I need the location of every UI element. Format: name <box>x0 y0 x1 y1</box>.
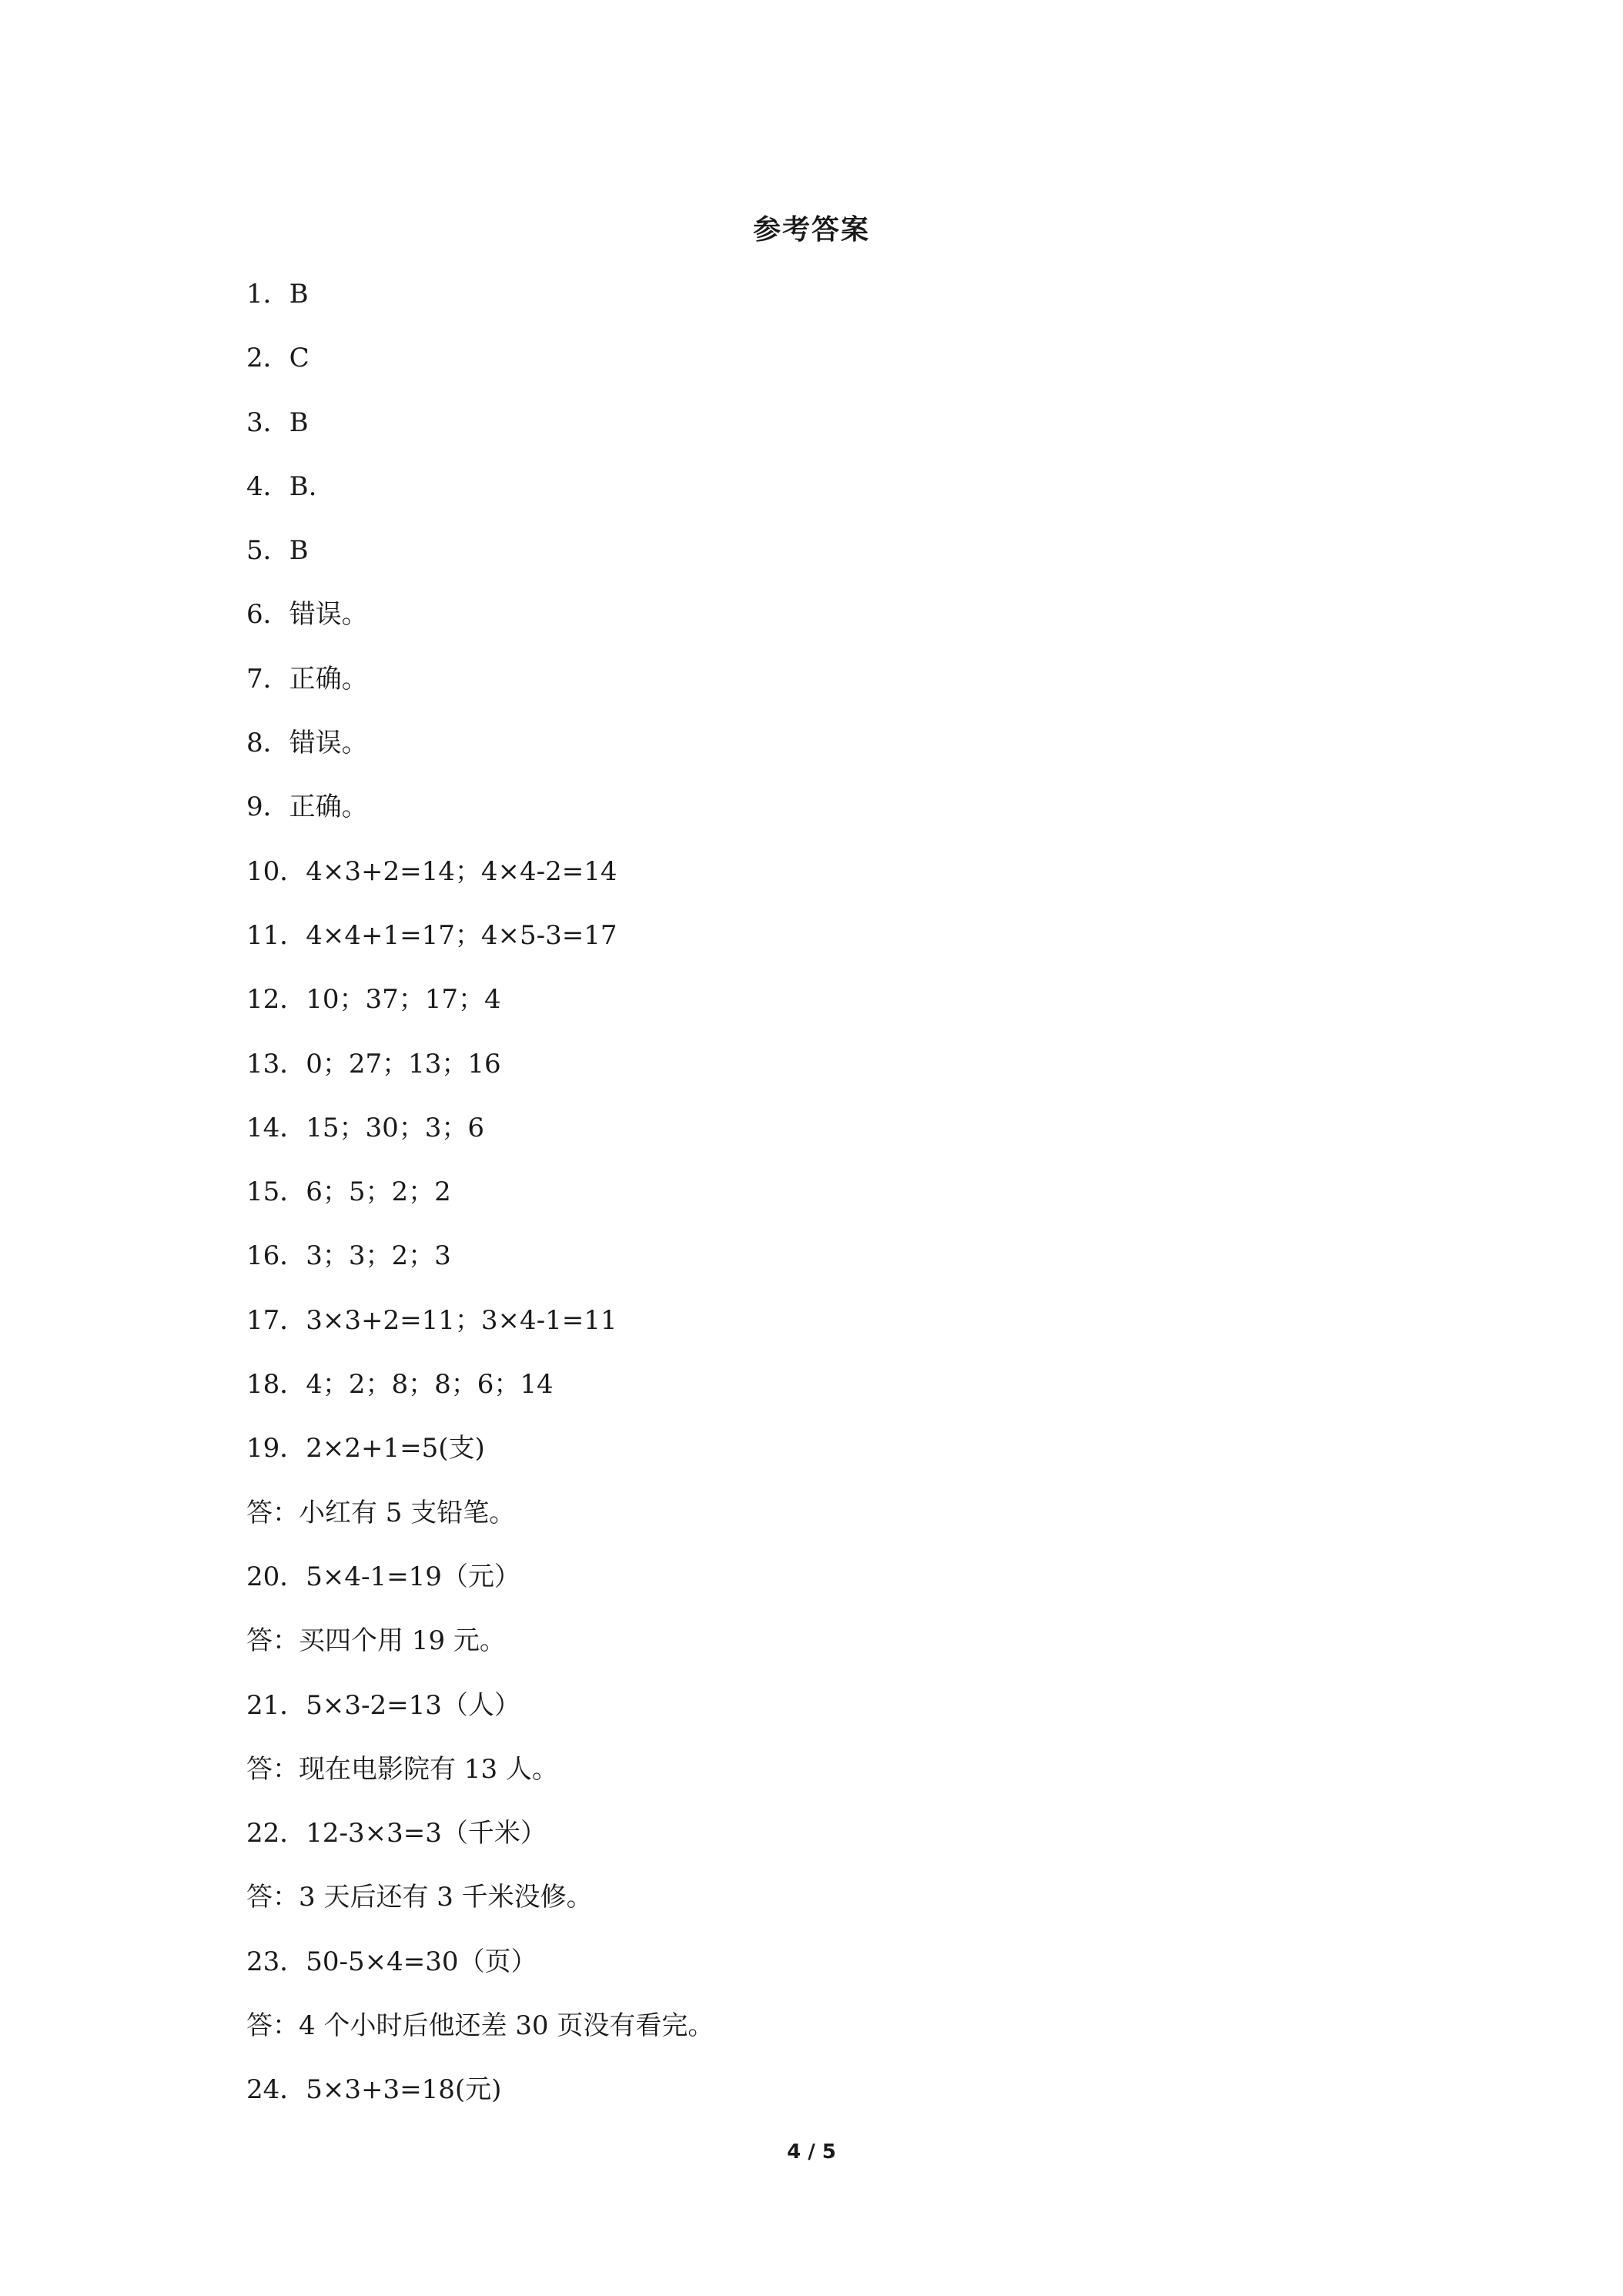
answer-line-1: 1．B <box>246 279 309 310</box>
answer-line-3: 3．B <box>246 407 309 438</box>
answer-list <box>246 276 714 2136</box>
answer-line-9: 9．正确。 <box>246 792 368 823</box>
answer-line-24: 24．5×3+3=18(元) <box>246 2074 502 2106</box>
answer-line-8: 8．错误。 <box>246 728 368 759</box>
answer-line-6: 6．错误。 <box>246 599 368 631</box>
answer-line-22-reply: 答：3 天后还有 3 千米没修。 <box>246 1882 593 1913</box>
answer-line-11: 11．4×4+1=17；4×5-3=17 <box>246 919 617 951</box>
answer-line-12: 12．10；37；17；4 <box>246 984 501 1016</box>
answer-line-23: 23．50-5×4=30（页） <box>246 1946 537 1977</box>
page-title: 参考答案 <box>752 213 870 246</box>
answer-line-19-reply: 答：小红有 5 支铅笔。 <box>246 1497 516 1528</box>
answer-line-4: 4．B. <box>246 470 317 502</box>
answer-line-20-reply: 答：买四个用 19 元。 <box>246 1625 506 1657</box>
answer-line-16: 16．3；3；2；3 <box>246 1240 451 1272</box>
answer-line-14: 14．15；30；3；6 <box>246 1112 485 1143</box>
page-number: 4 / 5 <box>787 2140 836 2164</box>
answer-line-17: 17．3×3+2=11；3×4-1=11 <box>246 1304 617 1336</box>
answer-line-19: 19．2×2+1=5(支) <box>246 1433 485 1464</box>
answer-line-21-reply: 答：现在电影院有 13 人。 <box>246 1753 558 1785</box>
answer-line-15: 15．6；5；2；2 <box>246 1176 451 1208</box>
answer-line-10: 10．4×3+2=14；4×4-2=14 <box>246 855 617 887</box>
answer-line-23-reply: 答：4 个小时后他还差 30 页没有看完。 <box>246 2010 714 2042</box>
answer-line-20: 20．5×4-1=19（元） <box>246 1561 520 1592</box>
answer-line-18: 18．4；2；8；8；6；14 <box>246 1369 554 1401</box>
answer-line-7: 7．正确。 <box>246 663 368 694</box>
answer-line-2: 2．C <box>246 343 310 374</box>
answer-line-5: 5．B <box>246 535 309 567</box>
answer-line-13: 13．0；27；13；16 <box>246 1048 501 1079</box>
answer-line-22: 22．12-3×3=3（千米） <box>246 1818 547 1849</box>
answer-line-21: 21．5×3-2=13（人） <box>246 1689 520 1721</box>
